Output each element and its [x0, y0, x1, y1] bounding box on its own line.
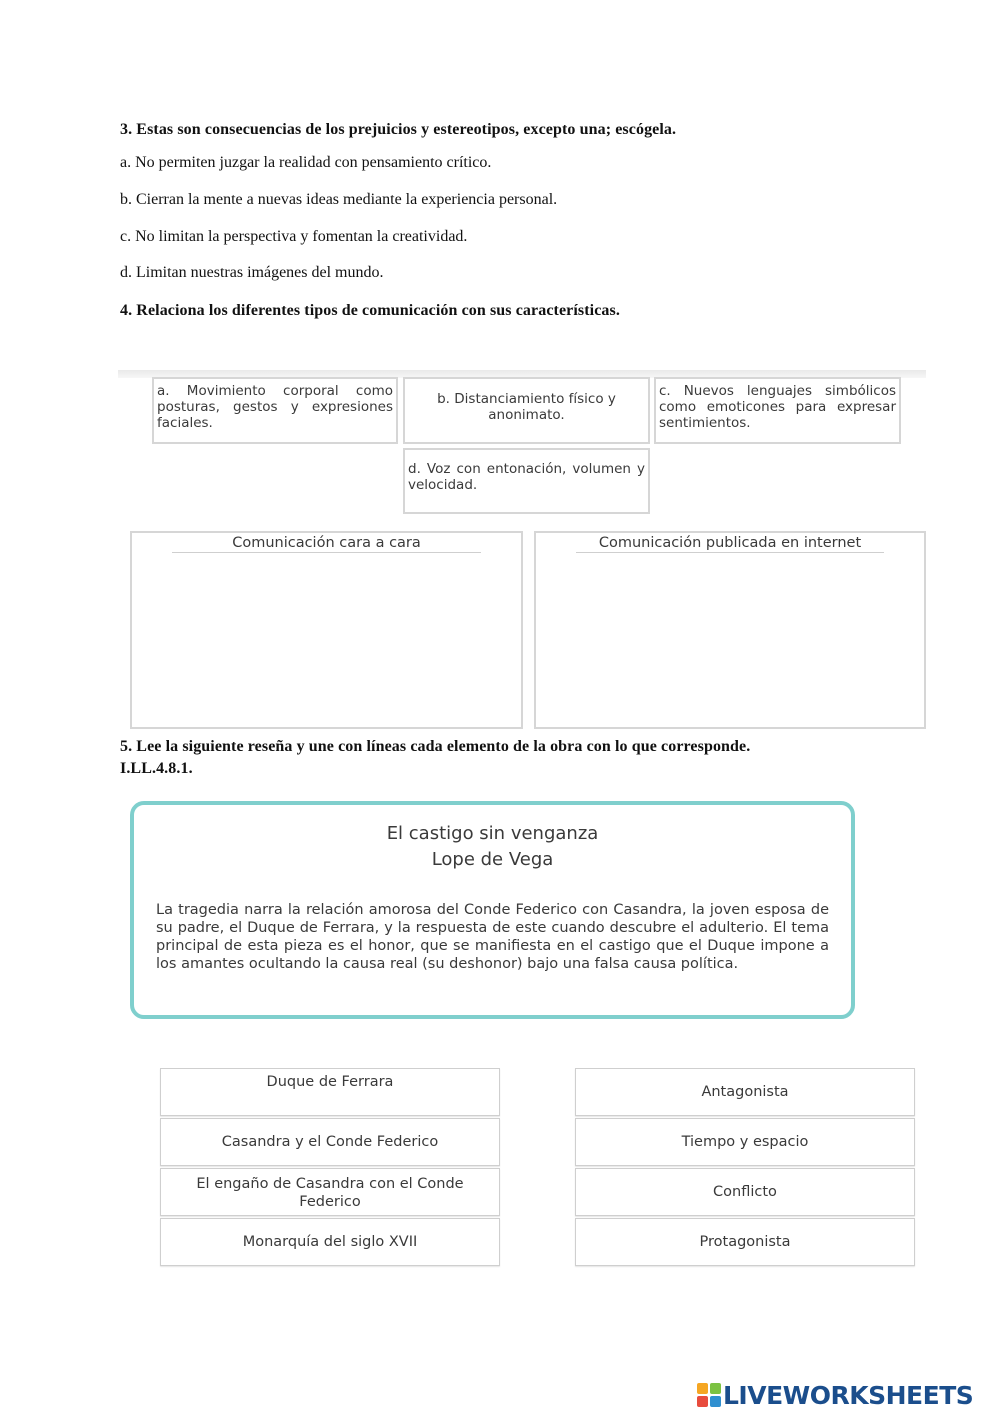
drop-zone-internet-title: Comunicación publicada en internet — [576, 535, 884, 553]
match-right-item[interactable]: Tiempo y espacio — [575, 1118, 915, 1166]
review-box — [130, 801, 855, 1019]
drop-zone-internet[interactable] — [534, 531, 926, 729]
draggable-card-a[interactable]: a. Movimiento corporal como posturas, gestos y expresiones faciales. — [152, 377, 398, 444]
question-4-title: 4. Relaciona los diferentes tipos de comunicación con sus características. — [120, 302, 620, 319]
drop-zone-face-to-face[interactable] — [130, 531, 523, 729]
drop-zone-face-to-face-title: Comunicación cara a cara — [172, 535, 481, 553]
match-left-item[interactable]: El engaño de Casandra con el Conde Federico — [160, 1168, 500, 1216]
match-left-item[interactable]: Monarquía del siglo XVII — [160, 1218, 500, 1266]
match-right-item[interactable]: Antagonista — [575, 1068, 915, 1116]
match-right-item[interactable]: Conflicto — [575, 1168, 915, 1216]
match-left-item[interactable]: Duque de Ferrara — [160, 1068, 500, 1116]
review-title: El castigo sin venganza — [386, 823, 599, 844]
review-author: Lope de Vega — [431, 849, 554, 870]
question-3-title: 3. Estas son consecuencias de los prejuicios y estereotipos, excepto una; escógela. — [120, 121, 677, 138]
question-5-code: I.LL.4.8.1. — [120, 760, 193, 777]
question-3-option-a[interactable]: a. No permiten juzgar la realidad con pensamiento crítico. — [120, 154, 492, 171]
liveworksheets-logo — [697, 1380, 973, 1410]
question-3-option-b[interactable]: b. Cierran la mente a nuevas ideas mediante la experiencia personal. — [120, 191, 558, 208]
draggable-card-c[interactable]: c. Nuevos lenguajes simbólicos como emoticones para expresar sentimientos. — [654, 377, 901, 444]
question-3-option-d[interactable]: d. Limitan nuestras imágenes del mundo. — [120, 264, 384, 281]
question-3-option-c[interactable]: c. No limitan la perspectiva y fomentan la creatividad. — [120, 228, 468, 245]
review-text: La tragedia narra la relación amorosa del Conde Federico con Casandra, la joven esposa de su padre, el Duque de Ferrara, y la respuesta de este cuando descubre el adulterio. El tema principal de esta pieza es el honor, que se manifiesta en el castigo que el Duque impone a los amantes ocultando la causa real (su deshonor) bajo una falsa causa política. — [156, 902, 829, 972]
liveworksheets-logo-text: LIVEWORKSHEETS — [723, 1380, 974, 1410]
draggable-card-d[interactable]: d. Voz con entonación, volumen y velocidad. — [403, 448, 650, 514]
match-left-item[interactable]: Casandra y el Conde Federico — [160, 1118, 500, 1166]
match-right-item[interactable]: Protagonista — [575, 1218, 915, 1266]
question-5-title: 5. Lee la siguiente reseña y une con líneas cada elemento de la obra con lo que corresponde. — [120, 738, 751, 755]
liveworksheets-logo-icon — [697, 1383, 721, 1407]
draggable-card-b[interactable]: b. Distanciamiento físico y anonimato. — [403, 377, 650, 444]
